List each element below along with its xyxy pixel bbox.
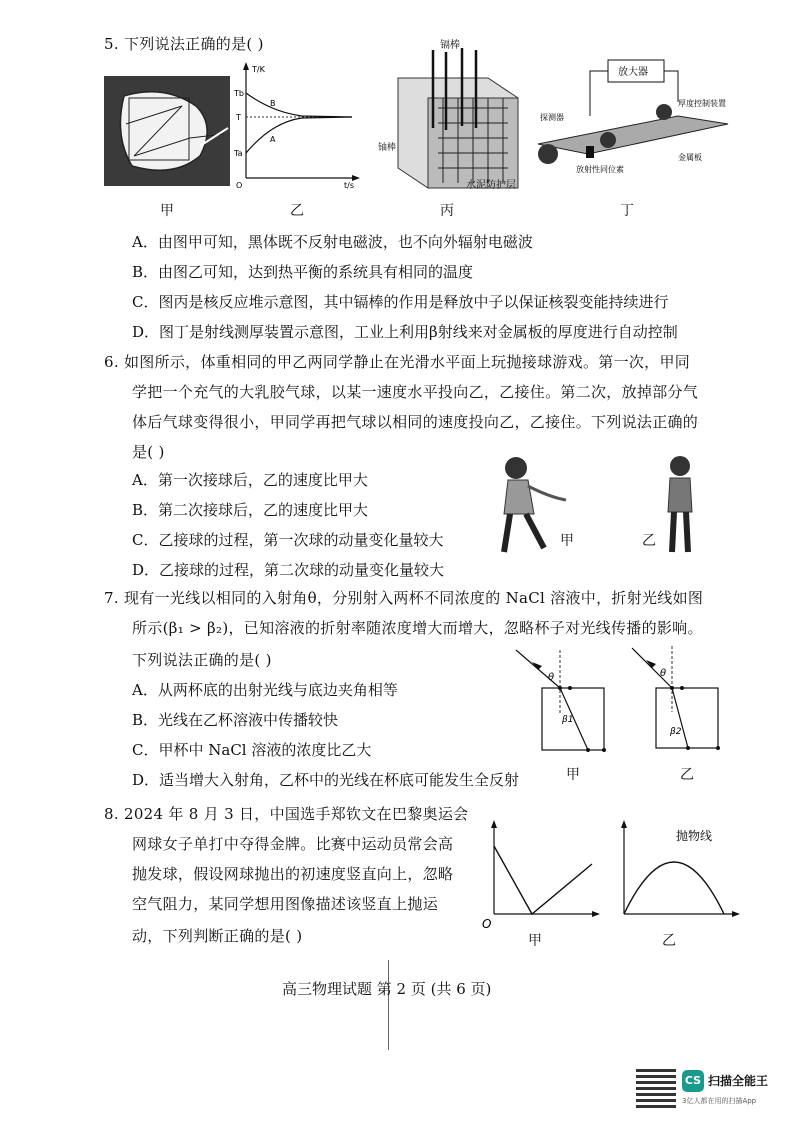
camscanner-logo: CS — [682, 1070, 704, 1092]
page-footer: 高三物理试题 第 2 页 (共 6 页) — [282, 980, 492, 998]
q6-caption-jia: 甲 — [560, 533, 574, 549]
q6-option-b: B．第二次接球后，乙的速度比甲大 — [132, 501, 369, 519]
q7-option-c: C．甲杯中 NaCl 溶液的浓度比乙大 — [132, 741, 372, 759]
q7-yi-theta: θ — [660, 668, 667, 679]
q6-option-c: C．乙接球的过程，第一次球的动量变化量较大 — [132, 531, 444, 549]
q7-option-a: A．从两杯底的出射光线与底边夹角相等 — [132, 681, 398, 699]
q6-caption-yi: 乙 — [642, 533, 656, 549]
q8-line-3: 抛发球，假设网球抛出的初速度竖直向上，忽略 — [132, 865, 454, 883]
q7-yi-beta2: β2 — [670, 727, 682, 737]
q7-option-d: D．适当增大入射角，乙杯中的光线在杯底可能发生全反射 — [132, 771, 520, 789]
curve-a — [246, 117, 352, 153]
chart-yi-ta: Ta — [234, 149, 243, 158]
q8-parabola-label: 抛物线 — [676, 829, 713, 843]
q7-figure-yi — [626, 640, 736, 756]
scanner-name: 扫描全能王 — [708, 1074, 769, 1088]
q5-option-c: C．图丙是核反应堆示意图，其中镉棒的作用是释放中子以保证核裂变能持续进行 — [132, 293, 669, 311]
q6-line-4: 是( ) — [132, 443, 165, 461]
q5-chart-yi — [232, 60, 362, 190]
q6-option-d: D．乙接球的过程，第二次球的动量变化量较大 — [132, 561, 445, 579]
q8-caption-jia: 甲 — [528, 933, 542, 949]
q5-caption-ding: 丁 — [620, 203, 634, 219]
q8-graph-yi — [612, 820, 742, 930]
ding-ctrl-label: 厚度控制装置 — [678, 99, 726, 108]
q5-figure-bing — [378, 38, 528, 190]
q8-line-5: 动，下列判断正确的是( ) — [132, 927, 303, 945]
qr-code — [636, 1068, 676, 1108]
q8-line-4: 空气阻力，某同学想用图像描述该竖直上抛运 — [132, 895, 439, 913]
q7-line-1: 7. 现有一光线以相同的入射角θ，分别射入两杯不同浓度的 NaCl 溶液中，折射光线如图 — [104, 589, 704, 607]
ding-plate-label: 金属板 — [678, 153, 702, 162]
ding-amp-label: 放大器 — [618, 67, 648, 78]
q7-jia-theta: θ — [548, 672, 555, 683]
bing-fuel-label: 铀棒 — [378, 143, 397, 153]
bing-rod-label: 镉棒 — [440, 40, 460, 51]
q5-figure-ding — [528, 54, 738, 188]
ding-source-label: 放射性同位素 — [576, 165, 624, 174]
crease-line — [388, 960, 389, 1050]
ding-detector-label: 探测器 — [540, 113, 564, 122]
q8-jia-origin: O — [482, 917, 492, 930]
q8-graph-jia — [480, 820, 600, 930]
q5-caption-yi: 乙 — [290, 203, 304, 219]
q5-caption-jia: 甲 — [160, 203, 174, 219]
q5-caption-bing: 丙 — [440, 203, 454, 219]
q7-option-b: B．光线在乙杯溶液中传播较快 — [132, 711, 339, 729]
q7-caption-jia: 甲 — [566, 767, 580, 783]
q8-line-1: 8. 2024 年 8 月 3 日，中国选手郑钦文在巴黎奥运会 — [104, 805, 469, 823]
q6-option-a: A．第一次接球后，乙的速度比甲大 — [132, 471, 368, 489]
q5-option-a: A．由图甲可知，黑体既不反射电磁波，也不向外辐射电磁波 — [132, 233, 533, 251]
q8-line-2: 网球女子单打中夺得金牌。比赛中运动员常会高 — [132, 835, 454, 853]
chart-yi-t: T — [236, 113, 241, 122]
chart-yi-b-label: B — [270, 99, 276, 108]
q5-option-b: B．由图乙可知，达到热平衡的系统具有相同的温度 — [132, 263, 474, 281]
chart-yi-origin: O — [236, 181, 243, 190]
q6-line-2: 学把一个充气的大乳胶气球，以某一速度水平投向乙，乙接住。第二次，放掉部分气 — [132, 383, 699, 401]
q7-line-2: 所示(β₁ > β₂)，已知溶液的折射率随浓度增大而增大，忽略杯子对光线传播的影响。 — [132, 619, 703, 637]
q5-stem: 5. 下列说法正确的是( ) — [104, 35, 264, 53]
q5-option-d: D．图丁是射线测厚装置示意图，工业上利用β射线来对金属板的厚度进行自动控制 — [132, 323, 678, 341]
scanner-sub: 3亿人都在用的扫描App — [682, 1097, 757, 1105]
q6-line-3: 体后气球变得很小，甲同学再把气球以相同的速度投向乙，乙接住。下列说法正确的 — [132, 413, 699, 431]
q8-caption-yi: 乙 — [662, 933, 676, 949]
curve-b — [246, 93, 352, 117]
chart-yi-ylabel: T/K — [252, 65, 265, 74]
chart-yi-tb: Tb — [234, 89, 244, 98]
q5-figure-jia — [104, 76, 230, 186]
q7-jia-beta1: β1 — [562, 715, 574, 725]
chart-yi-xlabel: t/s — [344, 181, 354, 190]
q6-figure-yi — [656, 452, 706, 558]
bing-shield-label: 水泥防护层 — [466, 180, 516, 190]
q7-figure-jia — [508, 644, 618, 756]
q7-caption-yi: 乙 — [680, 767, 694, 783]
chart-yi-a-label: A — [270, 135, 276, 144]
q7-line-3: 下列说法正确的是( ) — [132, 651, 272, 669]
q6-line-1: 6. 如图所示，体重相同的甲乙两同学静止在光滑水平面上玩抛接球游戏。第一次，甲同 — [104, 353, 691, 371]
